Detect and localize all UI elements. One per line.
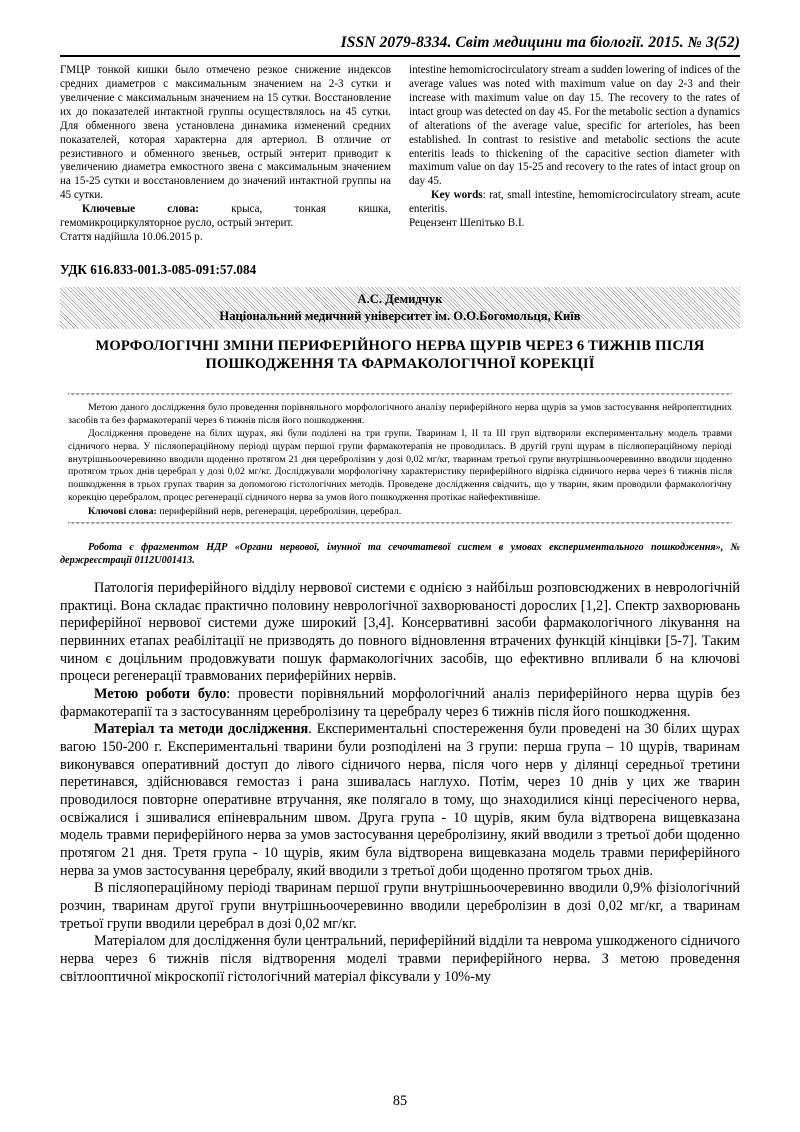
running-head-text: ISSN 2079-8334. Світ медицини та біології. 2015. № 3(52) xyxy=(340,34,740,51)
page-number: 85 xyxy=(392,1093,408,1109)
abstract-keywords-text: периферійний нерв, регенерація, церебролізин, церебрал. xyxy=(156,506,402,518)
author-affiliation: Національний медичний університет ім. О.О.Богомольця, Київ xyxy=(219,308,581,323)
author-name: А.С. Демидчук xyxy=(357,291,443,306)
top-abstract-right-body: intestine hemomicrocirculatory stream a sudden lowering of indices of the average values was noted with maximum value on day 2-3 and their increase with maximum value on day 15. The recovery to the rates of intact group was detected on day 45. For the metabolic section a dynamics of alterations of the average value, specific for arterioles, has been established. In contrast to resistive and metabolic sections the acute enteritis leads to thickening of the capacitive section diameter with maximum value on day 15-25 and recovery to the rates of intact group on day 45. xyxy=(409,64,740,188)
top-abstract-columns xyxy=(0,57,800,245)
body-paragraph-text: Матеріалом для дослідження були центральний, периферійний відділи та неврома ушкодженого сідничого нерва через 6 тижнів після відтворення моделі травми периферійного нерва. З метою проведення світлооптичної мікроскопії гістологічний матеріал фіксували у 10%-му xyxy=(60,933,740,985)
top-abstract-left-keywords xyxy=(60,203,391,231)
abstract-keywords xyxy=(68,506,732,519)
top-abstract-left-column xyxy=(60,64,391,245)
body-paragraph-lead: Матеріал та методи дослідження xyxy=(94,721,309,738)
abstract-section xyxy=(68,386,732,533)
udc-code: УДК 616.833-001.3-085-091:57.084 xyxy=(60,261,257,277)
abstract-body xyxy=(68,398,732,522)
body-paragraph xyxy=(60,580,740,686)
top-abstract-right-keywords-label: Key words xyxy=(431,189,483,202)
body-paragraph-text: : провести порівняльний морфологічний аналіз периферійного нерва щурів без фармакотерапії та з застосуванням церебролізину та церебралу через 6 тижнів після його пошкодження. xyxy=(60,685,740,720)
body-paragraph xyxy=(60,686,740,721)
abstract-paragraph-1: Метою даного дослідження було проведення порівняльного морфологічного аналізу периферійного нерва щурів за умов застосування нейропептидних засобів та без фармакотерапії через 6 тижнів після його пошкодження. xyxy=(68,402,732,426)
top-abstract-right-keywords-text: : rat, small intestine, hemomicrocirculatory stream, acute enteritis. xyxy=(409,189,740,216)
body-paragraph-lead: Метою роботи було xyxy=(94,685,227,702)
reviewer-line: Рецензент Шепітько В.І. xyxy=(409,217,525,230)
top-abstract-left-body: ГМЦР тонкой кишки было отмечено резкое снижение индексов средних диаметров с максимальным значением на 2-3 сутки и увеличение с максимальным значением на 15 сутки. Восстановление их до показателей интактной группы осуществлялось на 45 сутки. Для обменного звена установлена динамика изменений средних показателей, которая характерна для артериол. В отличие от резистивного и обменного звеньев, острый энтерит приводит к увеличению диаметра емкостного звена с максимальным значением на 15-25 сутки и восстановлением до значений интактной группы на 45 сутки. xyxy=(60,64,391,202)
abstract-paragraph-2: Дослідження проведене на білих щурах, які були поділені на три групи. Тваринам І, ІІ та ІІІ груп відтворили експериментальну модель травми сідничого нерва. У післяопераційному періоді щурам першої групи фармакотерапія не проводилась. В другій групі щурам в післяопераційному періоді внутрішньоочеревинно вводили щоденно протягом 21 дня церебролізин у дозі 0,02 мг/кг, тваринам третьої групи внутрішньоочеревинно вводили щоденно протягом трьох днів церебрал у дозі 0,02 мг/кг. Досліджували морфологічну характеристику периферійного відрізка сідничого нерва через 6 тижнів після пошкодження в трьох групах тварин за допомогою гістологічних методів. Проведене дослідження свідчить, що у тварин, яким проводили фармакологічну корекцію церебралом, процес регенерації сідничого нерва за умов його пошкодження протікає найефективніше. xyxy=(68,427,732,504)
top-abstract-left-keywords-label: Ключевые слова: xyxy=(82,203,199,216)
funding-note xyxy=(60,541,740,568)
article-body xyxy=(60,580,740,986)
zigzag-rule-bottom xyxy=(68,522,732,527)
body-paragraph xyxy=(60,721,740,880)
body-paragraph-text: . Експериментальні спостереження були проведені на 30 білих щурах вагою 150-200 г. Експериментальні тварини були розподілені на 3 групи: перша група – 10 щурів, тваринам виконувався оперативний доступ до лівого сідничого нерва, після чого нерв у ділянці середньої третини перетинався, здійснювався гемостаз і рана зшивалась наглухо. Потім, через 10 днів у цих же тварин проводилося повторне оперативне втручання, яке полягало в тому, що знаходилися кінці пересіченого нерва, освіжалися і зшивалися епіневральним швом. Друга група - 10 щурів, яким була відтворена вищевказана модель травми периферійного нерва за умов застосування церебролізину, який вводили з третьої доби щоденно протягом 21 дня. Третя група - 10 щурів, яким була відтворена вищевказана модель травми периферійного нерва за умов застосування церебралу, який вводили з третьої доби щоденно протягом трьох днів. xyxy=(60,721,740,879)
zigzag-rule-top xyxy=(68,393,732,398)
running-head xyxy=(0,0,800,52)
body-paragraph xyxy=(60,880,740,933)
author-affiliation-band xyxy=(60,287,740,329)
top-abstract-right-keywords xyxy=(409,189,740,217)
body-paragraph xyxy=(60,933,740,986)
article-title: МОРФОЛОГІЧНІ ЗМІНИ ПЕРИФЕРІЙНОГО НЕРВА ЩУРІВ ЧЕРЕЗ 6 ТИЖНІВ ПІСЛЯ ПОШКОДЖЕННЯ ТА ФАРМАКОЛОГІЧНОЇ КОРЕКЦІЇ xyxy=(95,338,705,373)
body-paragraph-text: Патологія периферійного відділу нервової системи є однією з найбільш розповсюджених в неврологічній практиці. Вона складає практично половину неврологічної захворюваності дорослих [1,2]. Спектр захворювань периферійної нервової системи дуже широкий [3,4]. Консервативні засоби фармакологічного лікування на первинних етапах реабілітації не призводять до повного відновлення втрачених функцій кінцівки [5-7]. Таким чином є доцільним продовжувати пошук фармакологічних засобів, що ефективно впливали б на ключові процеси регенерації травмованих периферійних нервів. xyxy=(60,579,740,685)
funding-note-text: Робота є фрагментом НДР «Органи нервової, імунної та сечочтатевої систем в умовах експериментального пошкодження», № держреєстрації 0112U001413. xyxy=(60,541,740,567)
body-paragraph-text: В післяопераційному періоді тваринам першої групи внутрішньоочеревинно вводили 0,9% фізіологічний розчин, тваринам другої групи внутрішньоочеревинно вводили церебролізин в дозі 0,02 мг/кг, а тваринам третьої групи вводили церебрал в дозі 0,02 мг/кг. xyxy=(60,880,740,932)
top-abstract-right-column xyxy=(409,64,740,245)
top-abstract-left-keywords-text: крыса, тонкая кишка, гемомикроциркуляторное русло, острый энтерит. xyxy=(60,203,391,230)
abstract-keywords-label: Ключові слова: xyxy=(88,506,157,518)
received-date: Стаття надійшла 10.06.2015 р. xyxy=(60,231,203,244)
